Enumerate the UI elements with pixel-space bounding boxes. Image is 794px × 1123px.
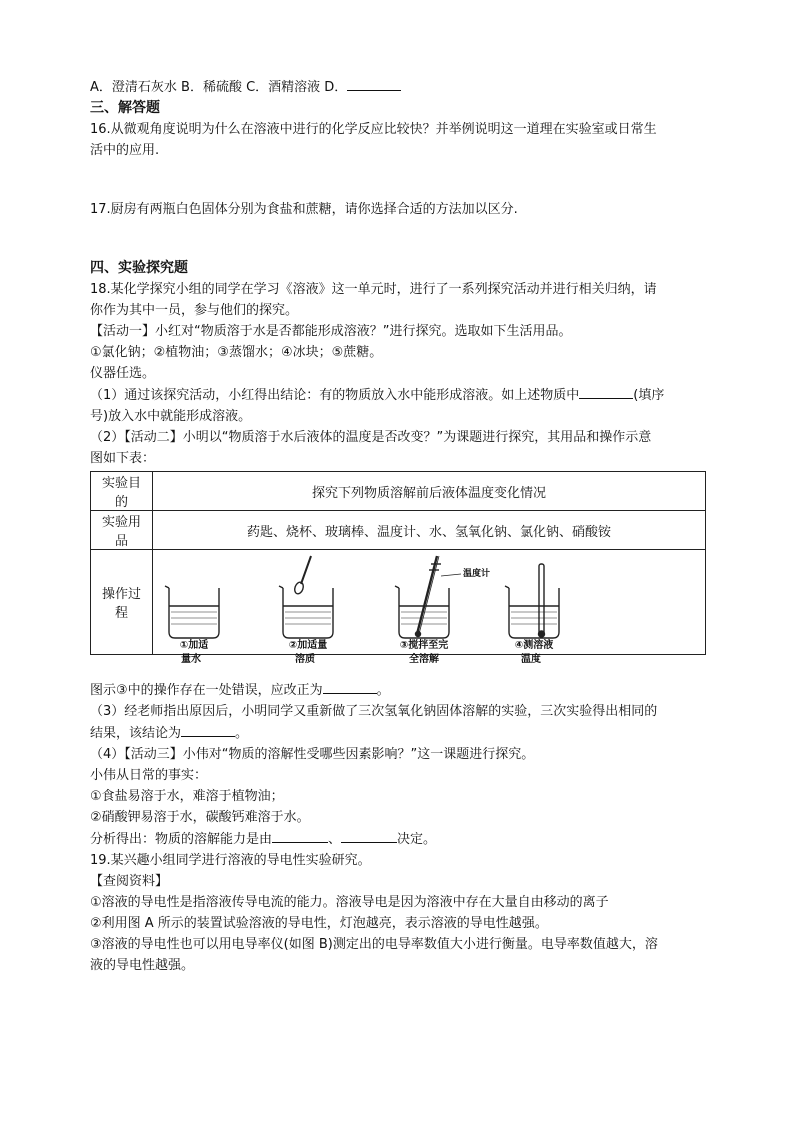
- part4-line: （4）【活动三】小伟对“物质的溶解性受哪些因素影响？”这一课题进行探究。: [90, 747, 535, 762]
- procedure-illustration-cell: [153, 550, 706, 665]
- beaker-2: [279, 586, 333, 638]
- table-row: [91, 472, 706, 511]
- analysis-blank-1[interactable]: [272, 828, 328, 843]
- worksheet-page: [90, 76, 702, 976]
- step1-line1: ①加适: [179, 640, 209, 651]
- step2-line2: 溶质: [295, 654, 315, 665]
- items-list: ①氯化钠；②植物油；③蒸馏水；④冰块；⑤蔗糖。: [90, 345, 383, 360]
- q15-blank-d[interactable]: [347, 76, 401, 91]
- beaker-1: [165, 586, 219, 638]
- thermometer-tag: 温度计: [463, 569, 491, 579]
- purpose-value: 探究下列物质溶解前后液体温度变化情况: [153, 472, 706, 511]
- q18-line1: 18.某化学探究小组的同学在学习《溶液》这一单元时，进行了一系列探究活动并进行相关归纳，请: [90, 282, 657, 297]
- part2-line1: （2）【活动二】小明以“物质溶于水后液体的温度是否改变？”为课题进行探究，其用品和操作示意: [90, 430, 652, 445]
- part3-line1: （3）经老师指出原因后，小明同学又重新做了三次氢氧化钠固体溶解的实验，三次实验得出相同的: [90, 704, 658, 719]
- analysis-text: 分析得出：物质的溶解能力是由: [90, 832, 273, 847]
- q18-line2: 你作为其中一员，参与他们的探究。: [90, 303, 299, 318]
- part3-blank[interactable]: [181, 722, 235, 737]
- q16-line2: 活中的应用.: [90, 143, 160, 158]
- step2-line1: ②加适量: [288, 640, 328, 651]
- materials-label: 实验用品: [91, 511, 153, 550]
- procedure-diagram: [159, 550, 699, 654]
- fact1: ①食盐易溶于水，难溶于植物油；: [90, 789, 284, 804]
- q16-line1: 16.从微观角度说明为什么在溶液中进行的化学反应比较快？并举例说明这一道理在实验室或日常生: [90, 122, 657, 137]
- section4-heading: 四、实验探究题: [90, 260, 188, 276]
- analysis-line: [90, 828, 702, 850]
- part1-line1: [90, 384, 702, 406]
- reference-heading: 【查阅资料】: [90, 874, 169, 889]
- step3-line2: 全溶解: [409, 654, 439, 665]
- materials-value: 药匙、烧杯、玻璃棒、温度计、水、氢氧化钠、氯化钠、硝酸铵: [153, 511, 706, 550]
- step4-line2: 温度: [521, 654, 541, 665]
- figure3-error-line: [90, 679, 702, 701]
- part1-line2: 号)放入水中就能形成溶液。: [90, 409, 252, 424]
- step3-line1: ③搅拌至完: [399, 640, 449, 651]
- spoon-icon: [293, 556, 311, 595]
- q15-options: [90, 76, 702, 98]
- q17-answer-space[interactable]: [90, 220, 702, 258]
- thermometer-stir-icon: [416, 556, 442, 637]
- step4-line1: ④测溶液: [514, 640, 554, 651]
- experiment-table: [90, 471, 706, 665]
- reference-3-line1: ③溶液的导电性也可以用电导率仪(如图 B)测定出的电导率数值大小进行衡量。电导率数值越大，溶: [90, 937, 658, 952]
- reference-2: ②利用图 A 所示的装置试验溶液的导电性，灯泡越亮，表示溶液的导电性越强。: [90, 916, 548, 931]
- analysis-end: 决定。: [397, 832, 437, 847]
- beaker-4: [505, 586, 559, 638]
- thermometer-icon: [539, 564, 545, 637]
- activity1-text: 【活动一】小红对“物质溶于水是否都能形成溶液？”进行探究。选取如下生活用品。: [90, 324, 572, 339]
- fact2: ②硝酸钾易溶于水，碳酸钙难溶于水。: [90, 810, 310, 825]
- q17-text: 17.厨房有两瓶白色固体分别为食盐和蔗糖，请你选择合适的方法加以区分.: [90, 202, 518, 217]
- daily-facts-intro: 小伟从日常的事实：: [90, 768, 208, 783]
- reference-3-line2: 液的导电性越强。: [90, 958, 195, 973]
- part1-text-b: (填序: [633, 388, 665, 403]
- part1-text-a: （1）通过该探究活动，小红得出结论：有的物质放入水中能形成溶液。如上述物质中: [90, 388, 580, 403]
- q19-text: 19.某兴趣小组同学进行溶液的导电性实验研究。: [90, 853, 371, 868]
- procedure-label: 操作过程: [91, 550, 153, 655]
- q15-options-text: A．澄清石灰水 B．稀硫酸 C．酒精溶液 D．: [90, 80, 348, 95]
- reference-1: ①溶液的导电性是指溶液传导电流的能力。溶液导电是因为溶液中存在大量自由移动的离子: [90, 895, 609, 910]
- q16-answer-space[interactable]: [90, 161, 702, 199]
- instrument-note: 仪器任选。: [90, 366, 156, 381]
- part3-period: 。: [235, 726, 249, 741]
- part2-line2: 图如下表：: [90, 451, 156, 466]
- figure3-error-text: 图示③中的操作存在一处错误，应改正为: [90, 683, 323, 698]
- table-row: [91, 550, 706, 655]
- figure3-blank[interactable]: [323, 679, 377, 694]
- analysis-sep: 、: [328, 832, 342, 847]
- purpose-label: 实验目的: [91, 472, 153, 511]
- analysis-blank-2[interactable]: [341, 828, 397, 843]
- step1-line2: 量水: [181, 654, 201, 665]
- part3-text: 结果，该结论为: [90, 726, 182, 741]
- section3-heading: 三、解答题: [90, 100, 160, 116]
- figure3-period: 。: [376, 683, 390, 698]
- part1-blank[interactable]: [579, 384, 633, 399]
- part3-line2: [90, 722, 702, 744]
- table-row: [91, 511, 706, 550]
